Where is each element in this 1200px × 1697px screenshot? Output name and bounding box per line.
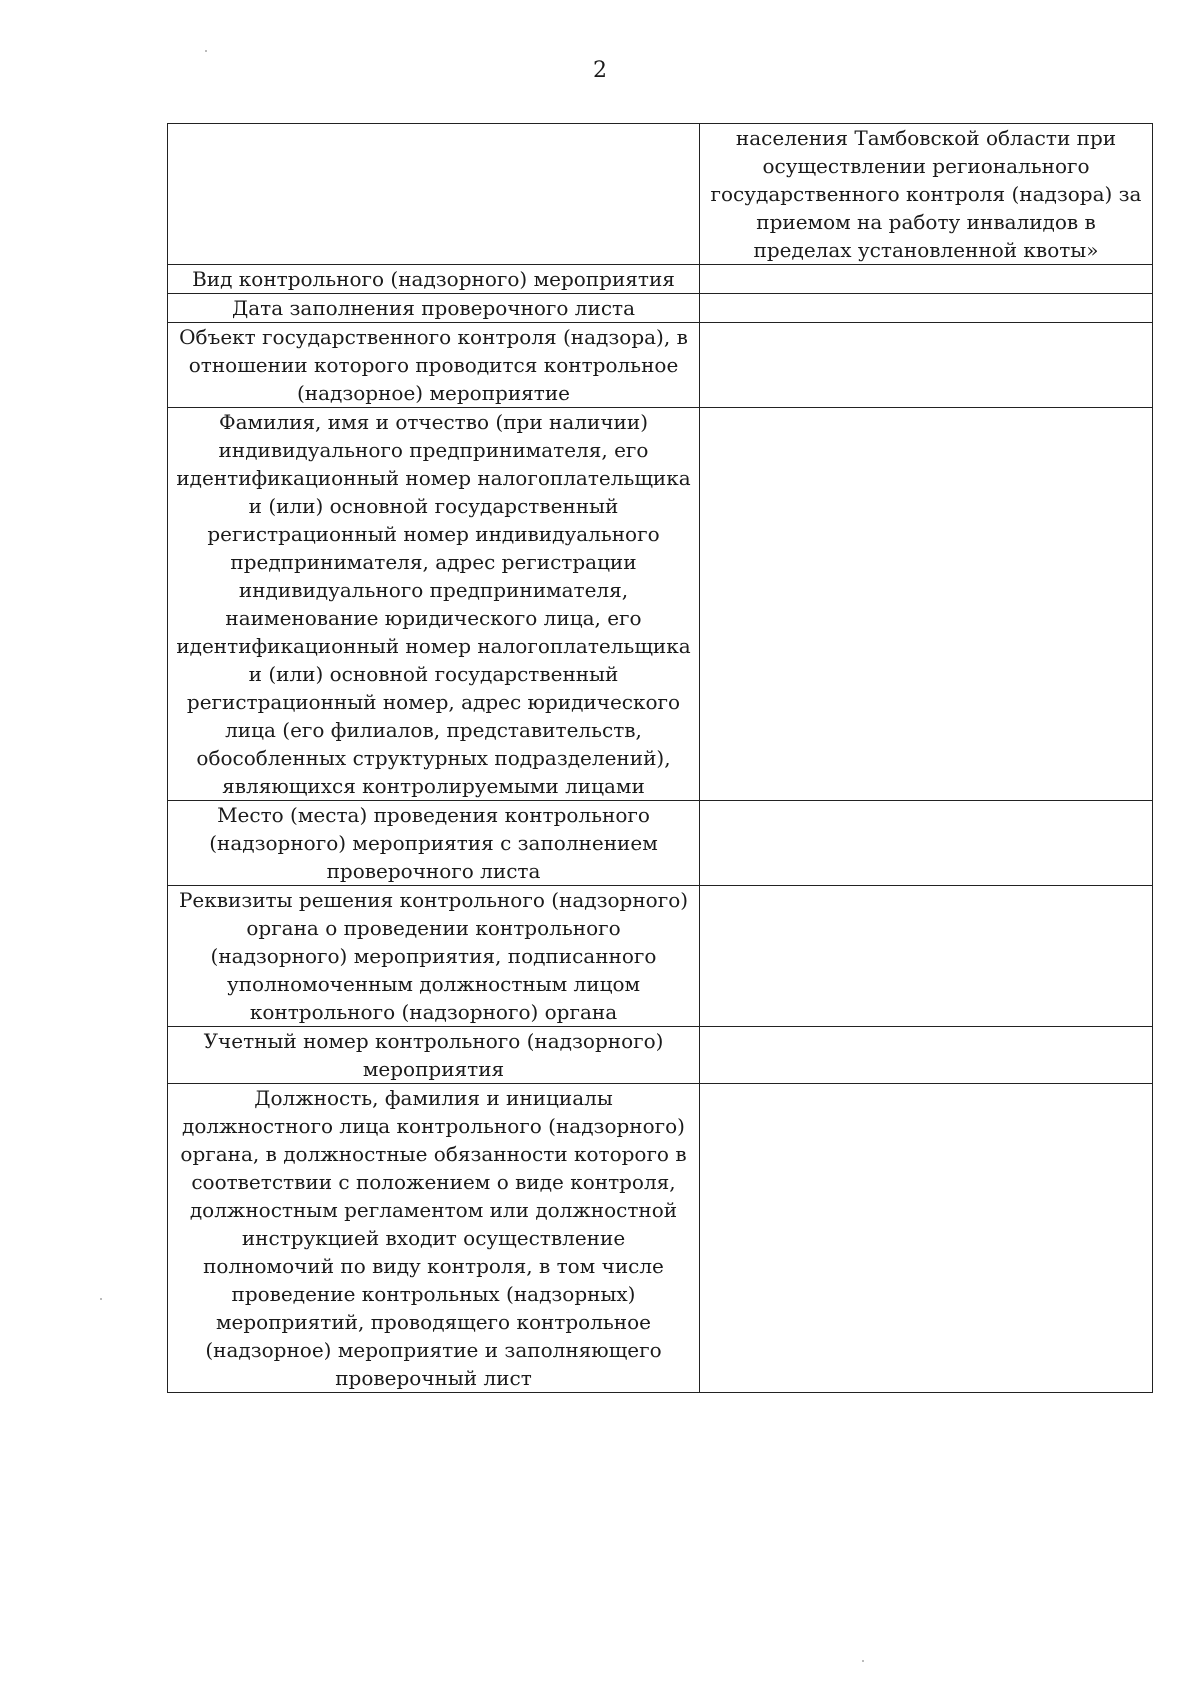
value-cell[interactable]: [700, 294, 1153, 323]
value-cell[interactable]: [700, 886, 1153, 1027]
page-number: 2: [593, 58, 607, 83]
table-row: [168, 265, 1153, 294]
table-row: [168, 323, 1153, 408]
table-row: [168, 408, 1153, 801]
value-cell[interactable]: [700, 1084, 1153, 1393]
checklist-table: [167, 123, 1153, 1393]
label-cell: Объект государственного контроля (надзора), в отношении которого проводится контрольное (надзорное) мероприятие: [168, 323, 700, 408]
label-cell: Место (места) проведения контрольного (надзорного) мероприятия с заполнением проверочного листа: [168, 801, 700, 886]
label-cell: Реквизиты решения контрольного (надзорного) органа о проведении контрольного (надзорного) мероприятия, подписанного уполномоченным должностным лицом контрольного (надзорного) органа: [168, 886, 700, 1027]
value-cell[interactable]: [700, 323, 1153, 408]
scan-speck: [205, 50, 207, 52]
table-row: [168, 801, 1153, 886]
label-cell: Вид контрольного (надзорного) мероприятия: [168, 265, 700, 294]
value-cell[interactable]: [700, 408, 1153, 801]
table-row: [168, 294, 1153, 323]
scan-speck: [100, 1298, 102, 1300]
value-cell[interactable]: [700, 265, 1153, 294]
table-row: [168, 886, 1153, 1027]
table-row: [168, 124, 1153, 265]
table-row: [168, 1084, 1153, 1393]
scan-speck: [862, 1660, 864, 1662]
value-cell: населения Тамбовской области при осуществлении регионального государственного контроля (надзора) за приемом на работу инвалидов в пределах установленной квоты»: [700, 124, 1153, 265]
label-cell: Должность, фамилия и инициалы должностного лица контрольного (надзорного) органа, в должностные обязанности которого в соответствии с положением о виде контроля, должностным регламентом или должностной инструкцией входит осуществление полномочий по виду контроля, в том числе проведение контрольных (надзорных) мероприятий, проводящего контрольное (надзорное) мероприятие и заполняющего проверочный лист: [168, 1084, 700, 1393]
label-cell: Дата заполнения проверочного листа: [168, 294, 700, 323]
table-row: [168, 1027, 1153, 1084]
value-cell[interactable]: [700, 1027, 1153, 1084]
label-cell: [168, 124, 700, 265]
label-cell: Учетный номер контрольного (надзорного) мероприятия: [168, 1027, 700, 1084]
value-cell[interactable]: [700, 801, 1153, 886]
label-cell: Фамилия, имя и отчество (при наличии) индивидуального предпринимателя, его идентификационный номер налогоплательщика и (или) основной государственный регистрационный номер индивидуального предпринимателя, адрес регистрации индивидуального предпринимателя, наименование юридического лица, его идентификационный номер налогоплательщика и (или) основной государственный регистрационный номер, адрес юридического лица (его филиалов, представительств, обособленных структурных подразделений), являющихся контролируемыми лицами: [168, 408, 700, 801]
